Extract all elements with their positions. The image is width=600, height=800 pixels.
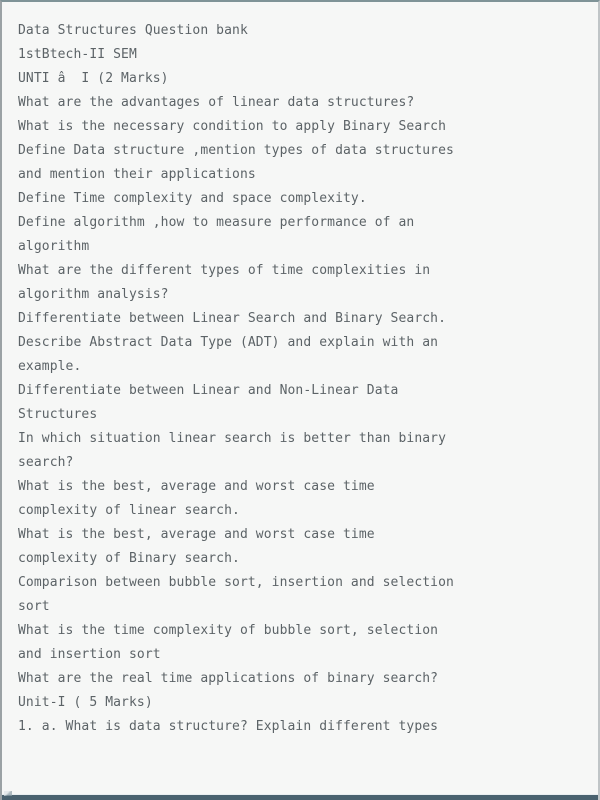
text-line: example.: [18, 359, 82, 374]
text-line: Define Time complexity and space complexity.: [18, 191, 367, 206]
text-line: Structures: [18, 407, 98, 422]
text-line: What are the advantages of linear data structures?: [18, 95, 415, 110]
text-line: 1stBtech-II SEM: [18, 47, 137, 62]
text-line: Comparison between bubble sort, insertion and selection: [18, 575, 454, 590]
resize-handle-icon: [4, 791, 12, 796]
text-line: complexity of linear search.: [18, 503, 240, 518]
text-line: What is the time complexity of bubble sort, selection: [18, 623, 439, 638]
text-line: What is the best, average and worst case time: [18, 527, 375, 542]
text-line: algorithm analysis?: [18, 287, 169, 302]
text-line: and insertion sort: [18, 647, 161, 662]
text-line: Unit-I ( 5 Marks): [18, 695, 153, 710]
text-line: search?: [18, 455, 74, 470]
text-line: What are the real time applications of binary search?: [18, 671, 439, 686]
text-line: What are the different types of time complexities in: [18, 263, 431, 278]
text-line: 1. a. What is data structure? Explain different types: [18, 719, 439, 734]
text-line: UNTI â I (2 Marks): [18, 71, 169, 86]
bottom-border-bar: [2, 794, 598, 800]
text-line: Define Data structure ,mention types of data structures: [18, 143, 454, 158]
text-line: Define algorithm ,how to measure performance of an: [18, 215, 415, 230]
text-line: sort: [18, 599, 50, 614]
text-line: In which situation linear search is better than binary: [18, 431, 447, 446]
text-line: Describe Abstract Data Type (ADT) and explain with an: [18, 335, 439, 350]
document-text: [2, 2, 598, 739]
text-line: algorithm: [18, 239, 90, 254]
text-line: and mention their applications: [18, 167, 256, 182]
text-line: Data Structures Question bank: [18, 23, 248, 38]
text-line: complexity of Binary search.: [18, 551, 240, 566]
text-line: What is the necessary condition to apply Binary Search: [18, 119, 447, 134]
text-line: Differentiate between Linear Search and Binary Search.: [18, 311, 447, 326]
text-line: Differentiate between Linear and Non-Linear Data: [18, 383, 399, 398]
text-line: What is the best, average and worst case time: [18, 479, 375, 494]
